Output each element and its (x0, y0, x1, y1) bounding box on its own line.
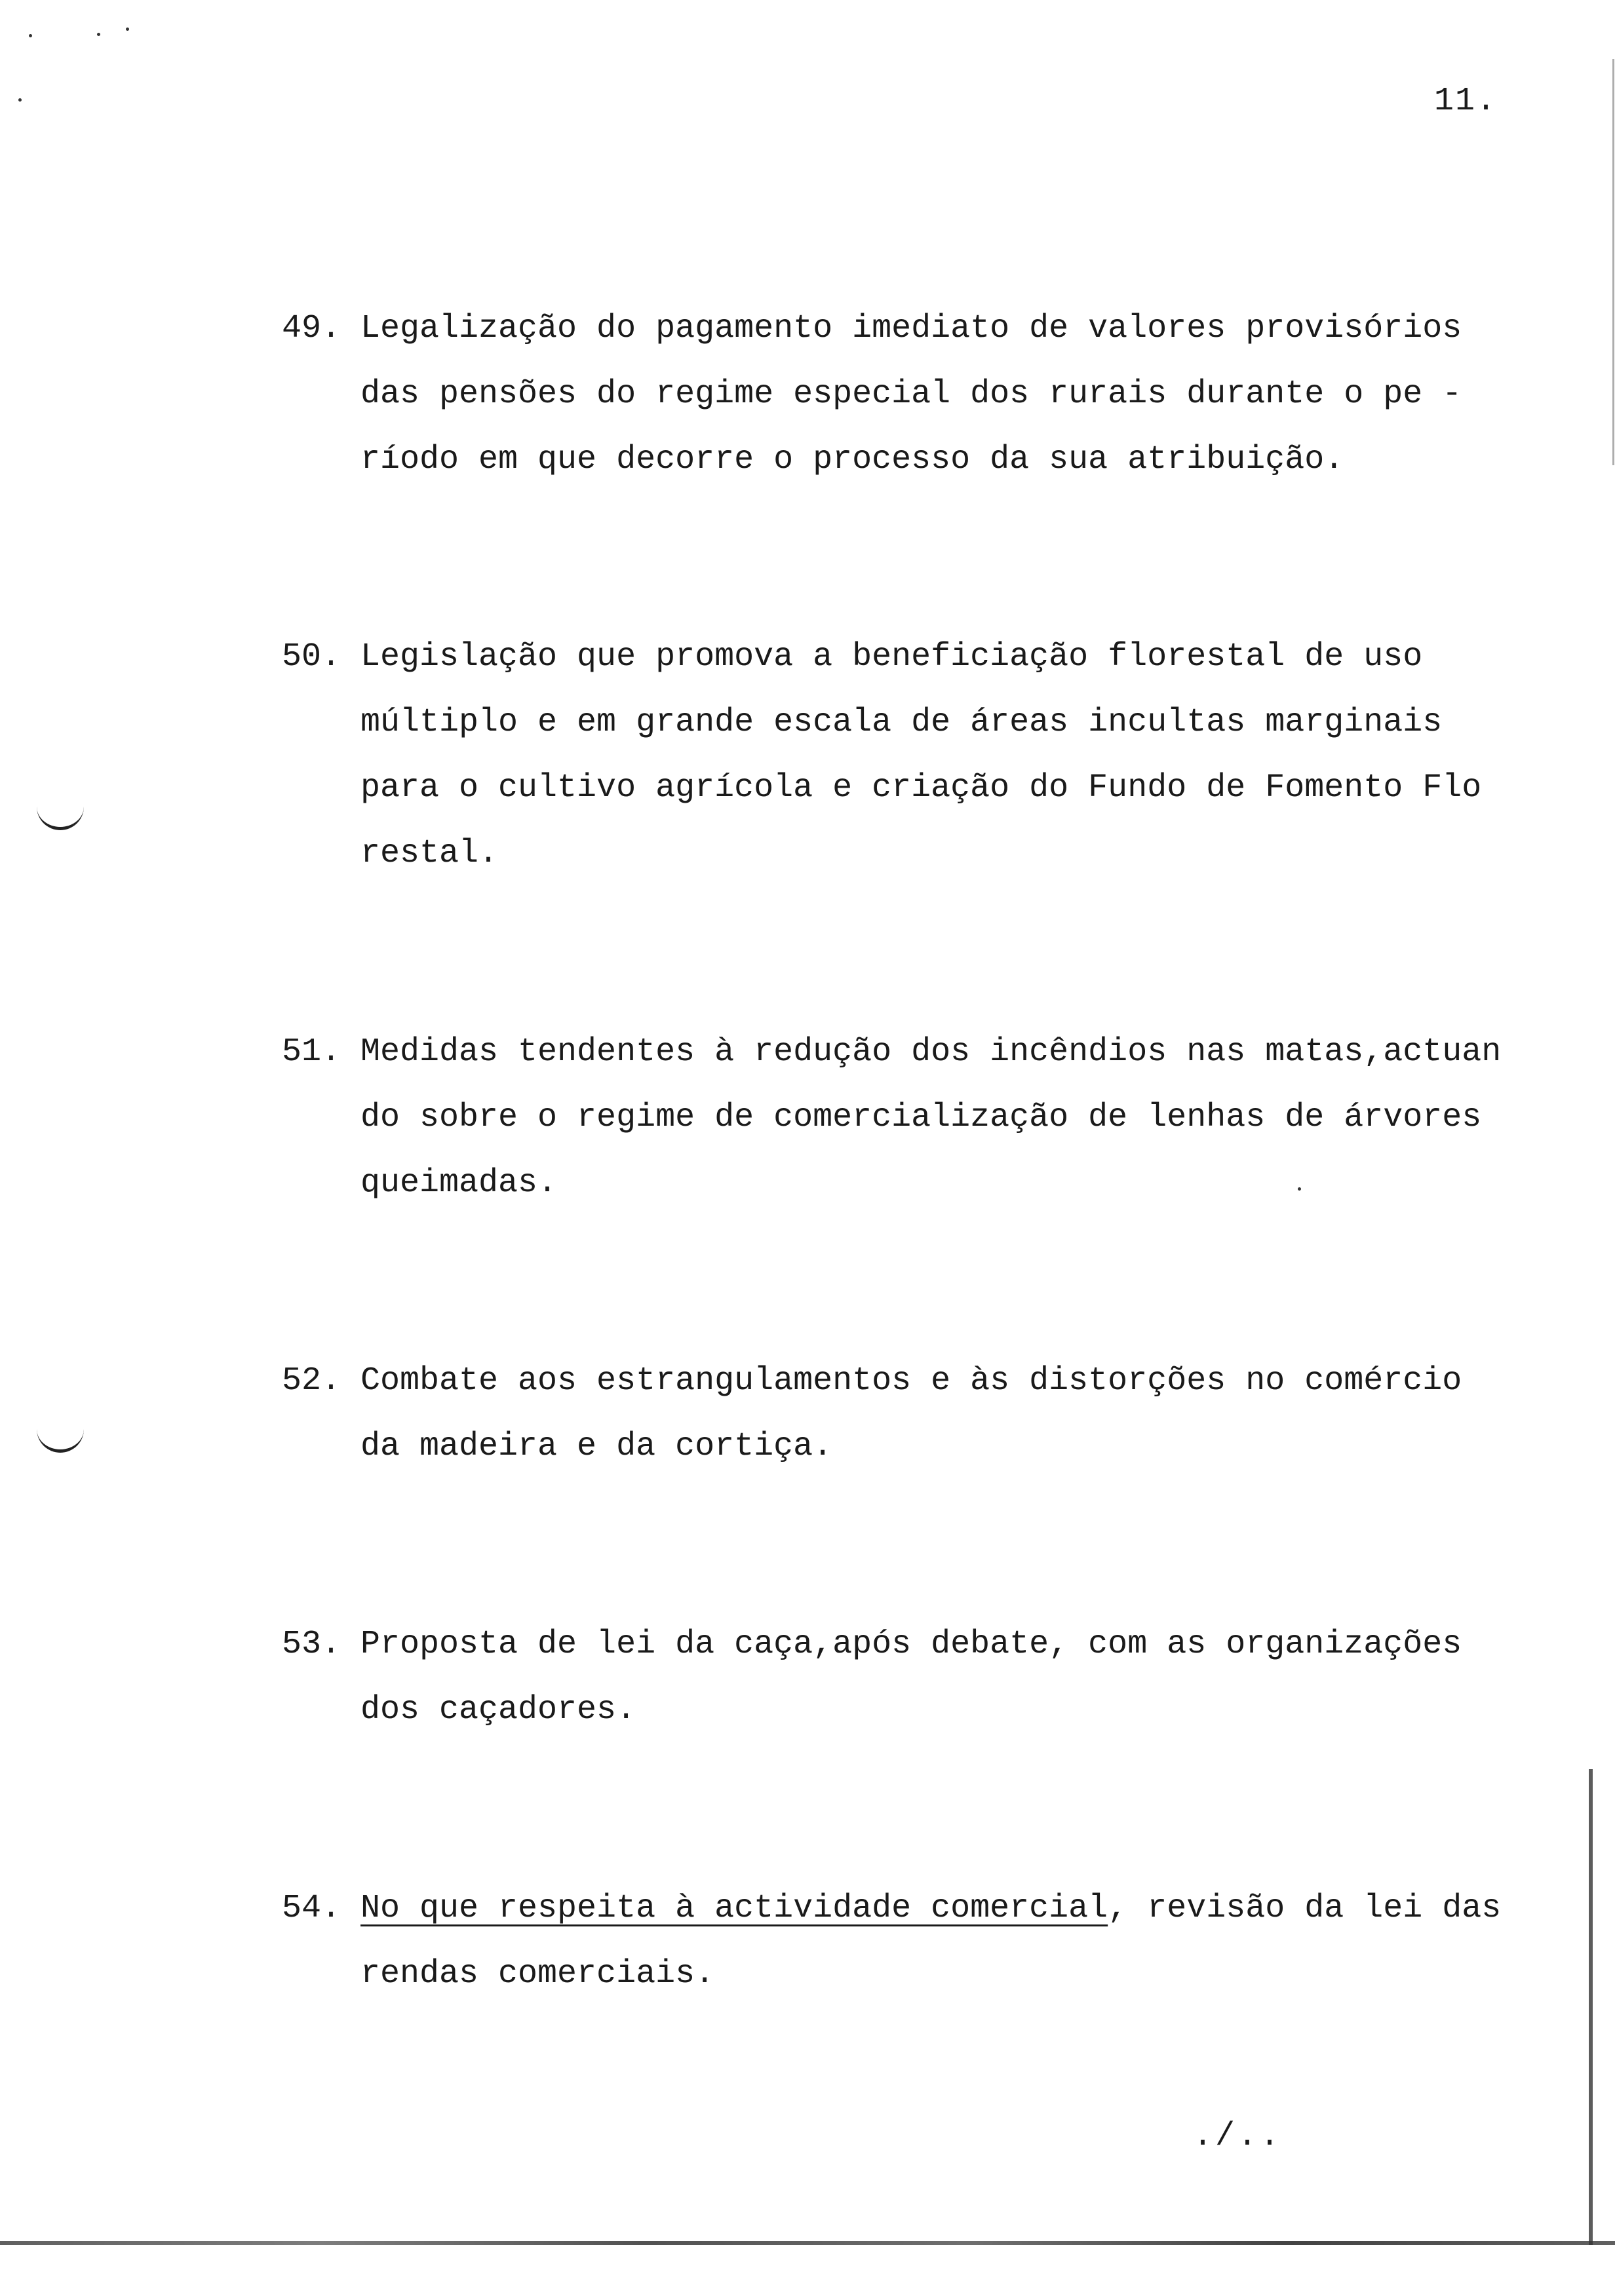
scan-speck (126, 28, 129, 31)
scan-right-edge (1589, 1769, 1593, 2245)
scan-right-edge-top (1612, 59, 1614, 465)
item-number: 54. (282, 1890, 341, 1927)
item-text-line: das pensões do regime especial dos rurais durante o pe - (360, 375, 1462, 413)
item-text-line: Proposta de lei da caça,após debate, com as organizações (360, 1626, 1462, 1663)
item-number: 53. (282, 1626, 341, 1663)
item-text-line: Legalização do pagamento imediato de valores provisórios (360, 310, 1462, 347)
scan-speck (18, 98, 22, 102)
item-text-line: Combate aos estrangulamentos e às distorções no comércio (360, 1362, 1462, 1400)
list-item-50 (282, 624, 1527, 887)
punch-hole-mark (37, 1426, 84, 1453)
item-text-line: queimadas. (360, 1164, 558, 1202)
item-number: 50. (282, 638, 341, 676)
item-text-segment: , revisão da lei das (1108, 1890, 1502, 1927)
item-number: 49. (282, 310, 341, 347)
list-item-54 (282, 1876, 1527, 2007)
item-text-line (360, 1876, 1527, 1942)
item-text-line: restal. (360, 835, 499, 872)
item-text-line: ríodo em que decorre o processo da sua atribuição. (360, 441, 1344, 478)
item-number: 52. (282, 1362, 341, 1400)
punch-hole-mark (37, 803, 84, 830)
list-item-49 (282, 296, 1527, 493)
scan-speck (1298, 1187, 1301, 1191)
scan-speck (29, 34, 32, 37)
item-text-line: Medidas tendentes à redução dos incêndios nas matas,actuan (360, 1033, 1502, 1071)
page-number: 11. (1434, 83, 1498, 120)
list-item-52 (282, 1349, 1527, 1480)
scan-speck (97, 33, 100, 36)
scan-bottom-edge (0, 2241, 1615, 2245)
list-item-53 (282, 1612, 1527, 1743)
continuation-mark: ./.. (1193, 2118, 1283, 2155)
item-text-line: para o cultivo agrícola e criação do Fundo de Fomento Flo (360, 769, 1482, 807)
item-text-line: da madeira e da cortiça. (360, 1428, 833, 1465)
item-text-line: múltiplo e em grande escala de áreas incultas marginais (360, 704, 1443, 741)
item-text-line: do sobre o regime de comercialização de lenhas de árvores (360, 1099, 1482, 1136)
list-item-51 (282, 1020, 1527, 1216)
item-text-line: rendas comerciais. (360, 1955, 715, 1993)
item-text-line: Legislação que promova a beneficiação florestal de uso (360, 638, 1423, 676)
underlined-lead-text: No que respeita à actividade comercial (360, 1890, 1108, 1927)
item-number: 51. (282, 1033, 341, 1071)
item-text-line: dos caçadores. (360, 1691, 636, 1729)
